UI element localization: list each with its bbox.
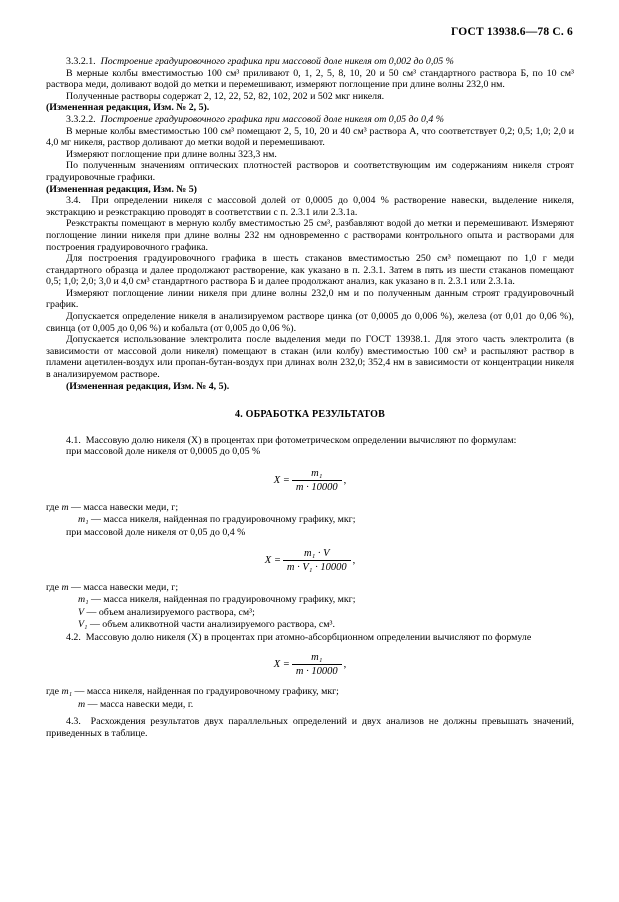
definition-row — [46, 686, 574, 698]
formula-1-denominator: m · 10000 — [295, 481, 338, 493]
formula-3-denominator: m · 10000 — [295, 666, 338, 678]
clause-3322-para-2: Измеряют поглощение при длине волны 323,3 нм. — [66, 148, 277, 160]
clause-34-para-3: Для построения градуировочного графика в шесть стаканов вместимостью 250 см³ помещают по 1,0 г меди стандартного образца и далее продолжают растворение, как указано в п. 2.3.1. Затем в пять из шести стаканов помещают 0,5; 1,0; 2,0; 3,0 и 4,0 см³ стандартного раствора Б и далее продолжают анализ, как указано в п. 2.3.1 или 2.3.1а. — [46, 253, 574, 288]
formula-2-tail: , — [352, 554, 356, 566]
formula-3 — [46, 652, 574, 677]
definition-row — [46, 502, 574, 514]
formula-2-lhs: X = — [264, 554, 281, 566]
clause-3322-heading — [46, 114, 574, 126]
clause-number: 4.1. — [66, 434, 81, 446]
definition-row — [46, 582, 574, 594]
section-4-title: 4. ОБРАБОТКА РЕЗУЛЬТАТОВ — [235, 409, 385, 421]
where-label: где — [46, 501, 59, 513]
clause-3321-para-1: В мерные колбы вместимостью 100 см³ приливают 0, 1, 2, 5, 8, 10, 20 и 50 см³ стандартного раствора Б, по 10 см³ раствора меди, доливают водой до метки и перемешивают, измеряют поглощение при длине волны 232,0 нм. — [46, 67, 574, 91]
symbol: m — [78, 698, 86, 710]
clause-41-text: Массовую долю никеля (Х) в процентах при фотометрическом определении вычисляют по формулам: — [85, 434, 517, 446]
formula-1-tail: , — [343, 474, 347, 486]
definition-text: — объем аликвотной части анализируемого раствора, см³. — [89, 619, 335, 631]
clause-42-para-1 — [46, 632, 574, 644]
clause-34-para-6: Допускается использование электролита после выделения меди по ГОСТ 13938.1. Для этого часть электролита (в зависимости от массовой доли никеля) помещают в стакан (или колбу) вместимостью 100 см³ и распыляют раствор в пламени ацетилен-воздух или пропан-бутан-воздух при длинах волн 232,0; 352,4 нм в зависимости от концентрации никеля в анализируемом растворе. — [46, 334, 574, 381]
clause-number: 4.2. — [66, 631, 81, 643]
symbol: m — [61, 501, 69, 513]
definition-text: — масса навески меди, г. — [87, 698, 194, 710]
definition-row — [46, 607, 574, 619]
formula-1-numerator: m₁ — [292, 468, 342, 481]
clause-number: 3.3.2.1. — [66, 56, 96, 67]
where-label: где — [46, 582, 59, 594]
formula-3-definitions — [46, 686, 574, 711]
formula-1 — [46, 468, 574, 493]
page-header: ГОСТ 13938.6—78 С. 6 — [450, 26, 573, 38]
formula-1-fraction — [292, 468, 342, 493]
clause-34-revision: (Измененная редакция, Изм. № 4, 5). — [66, 380, 230, 392]
clause-41-case-2: при массовой доле никеля от 0,05 до 0,4 % — [66, 526, 246, 538]
formula-2 — [46, 548, 574, 573]
clause-3321-heading — [46, 56, 574, 68]
definition-text: — объем анализируемого раствора, см³; — [86, 606, 255, 618]
clause-43-text: Расхождения результатов двух параллельных определений и двух анализов не должны превышать значений, приведенных в таблице. — [46, 716, 575, 739]
clause-3321-revision: (Измененная редакция, Изм. № 2, 5). — [46, 102, 210, 114]
formula-2-fraction — [283, 548, 351, 573]
formula-2-definitions — [46, 582, 574, 632]
symbol: V₁ — [78, 619, 88, 631]
definition-row — [46, 619, 574, 631]
definition-text: — масса никеля, найденная по градуировочному графику, мкг; — [91, 594, 356, 606]
clause-41-case-1: при массовой доле никеля от 0,0005 до 0,05 % — [66, 446, 261, 458]
clause-number: 4.3. — [66, 716, 81, 728]
symbol: V — [78, 606, 85, 618]
clause-3322-para-1: В мерные колбы вместимостью 100 см³ помещают 2, 5, 10, 20 и 40 см³ раствора А, что соответствует 0,2; 0,5; 1,0; 2,0 и 4,0 мг никеля, раствор доливают до метки водой и перемешивают. — [46, 125, 574, 149]
clause-34-text-1: При определении никеля с массовой долей от 0,0005 до 0,004 % растворение навески, выделение никеля, экстракцию и реэкстракцию проводят в соответствии с п. 2.3.1 или 2.3.1а. — [46, 195, 574, 218]
formula-1-lhs: X = — [273, 474, 290, 486]
clause-3322-revision: (Измененная редакция, Изм. № 5) — [46, 183, 197, 195]
definition-text: — масса никеля, найденная по градуировочному графику, мкг; — [91, 514, 356, 526]
formula-2-denominator: m · V₁ · 10000 — [286, 562, 347, 574]
definition-text: — масса никеля, найденная по градуировочному графику, мкг; — [74, 686, 339, 698]
clause-34-para-5: Допускается определение никеля в анализируемом растворе цинка (от 0,0005 до 0,006 %), железа (от 0,01 до 0,06 %), свинца (от 0,005 до 0,06 %) и кобальта (от 0,005 до 0,06 %). — [46, 311, 574, 334]
formula-3-tail: , — [343, 659, 347, 671]
clause-3321-para-2: Полученные растворы содержат 2, 12, 22, 52, 82, 102, 202 и 502 мкг никеля. — [66, 90, 385, 102]
definition-text: — масса навески меди, г; — [71, 501, 179, 513]
definition-text: — масса навески меди, г; — [71, 582, 179, 594]
clause-number: 3.4. — [66, 195, 81, 207]
formula-3-fraction — [292, 652, 342, 677]
definition-row — [46, 594, 574, 606]
clause-34-para-2: Реэкстракты помещают в мерную колбу вместимостью 25 см³, разбавляют водой до метки и перемешивают. Измеряют поглощение линии никеля при длине волны 232 нм одновременно с растворами контрольного опыта и растворами для построения градуировочного графика. — [46, 218, 574, 253]
definition-row — [46, 514, 574, 526]
formula-3-lhs: X = — [273, 659, 290, 671]
clause-title: Построение градуировочного графика при массовой доле никеля от 0,05 до 0,4 % — [100, 113, 444, 125]
clause-42-text: Массовую долю никеля (Х) в процентах при атомно-абсорбционном определении вычисляют по формуле — [85, 631, 532, 643]
clause-34-para-1 — [46, 195, 574, 218]
clause-43-para-1 — [46, 716, 574, 739]
document-body — [46, 56, 574, 739]
where-label: где — [46, 686, 59, 698]
clause-number: 3.3.2.2. — [66, 113, 96, 125]
clause-title: Построение градуировочного графика при массовой доле никеля от 0,002 до 0,05 % — [100, 56, 454, 67]
clause-3322-para-3: По полученным значениям оптических плотностей растворов и соответствующим им содержаниям никеля строят градуировочные графики. — [46, 160, 574, 183]
formula-1-definitions — [46, 502, 574, 527]
symbol: m₁ — [78, 514, 89, 526]
symbol: m₁ — [61, 686, 73, 698]
symbol: m₁ — [78, 594, 89, 606]
clause-41-para-1 — [46, 435, 574, 447]
clause-34-para-4: Измеряют поглощение линии никеля при длине волны 232,0 нм и по полученным данным строят градуировочный график. — [46, 287, 574, 311]
formula-3-numerator: m₁ — [292, 652, 342, 665]
symbol: m — [61, 582, 69, 594]
formula-2-numerator: m₁ · V — [283, 548, 351, 561]
definition-row — [46, 699, 574, 711]
